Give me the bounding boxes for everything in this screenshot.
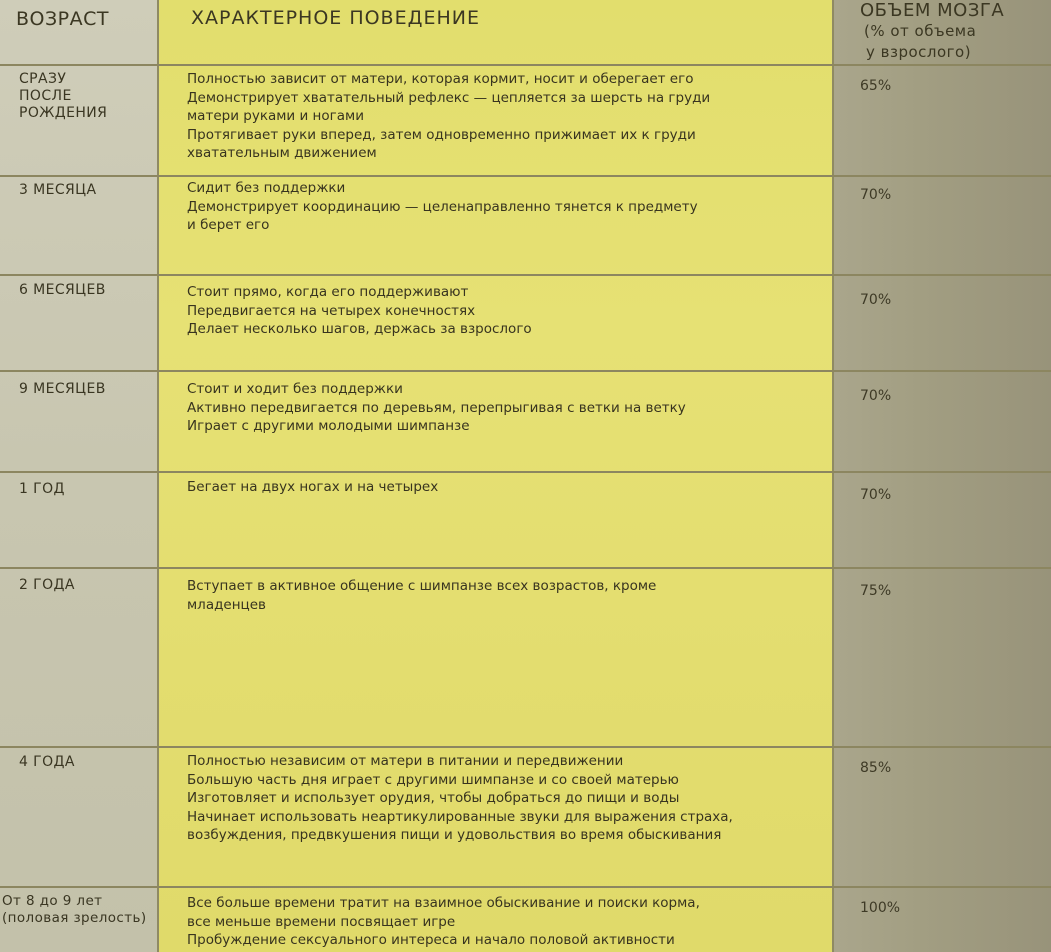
age-column-bg (0, 0, 158, 952)
behavior-line: Демонстрирует хватательный рефлекс — цепляется за шерсть на груди (187, 89, 711, 106)
age-line: 3 МЕСЯЦА (19, 182, 97, 198)
row-age (19, 282, 106, 299)
behavior-line: Играет с другими молодыми шимпанзе (187, 418, 470, 434)
behavior-line: Пробуждение сексуального интереса и начало половой активности (187, 932, 675, 948)
behavior-line: Полностью независим от матери в питании и передвижении (187, 753, 624, 769)
row-divider (0, 567, 1051, 569)
row-divider (0, 370, 1051, 372)
row-age (19, 481, 65, 498)
row-divider (0, 274, 1051, 276)
behavior-line: Стоит и ходит без поддержки (187, 381, 403, 397)
brain-volume-value: 85% (860, 760, 892, 776)
row-behavior (187, 478, 797, 497)
age-line: СРАЗУ (19, 71, 67, 87)
header-brain-subtitle: у взрослого) (866, 43, 972, 61)
behavior-line: Стоит прямо, когда его поддерживают (187, 284, 469, 300)
row-behavior (187, 179, 797, 235)
row-divider (0, 471, 1051, 473)
row-behavior (187, 70, 797, 163)
age-line: ПОСЛЕ (19, 88, 72, 104)
row-divider (0, 64, 1051, 66)
header-behavior: ХАРАКТЕРНОЕ ПОВЕДЕНИЕ (191, 7, 480, 29)
age-line: (половая зрелость) (2, 910, 147, 926)
age-line: РОЖДЕНИЯ (19, 105, 108, 121)
row-age (19, 577, 75, 594)
behavior-line: хватательным движением (187, 145, 377, 161)
behavior-line: и берет его (187, 217, 270, 233)
age-line: 6 МЕСЯЦЕВ (19, 282, 106, 298)
behavior-line: Сидит без поддержки (187, 180, 346, 196)
header-brain-volume (860, 0, 1045, 63)
behavior-line: младенцев (187, 596, 267, 613)
behavior-line: Большую часть дня играет с другими шимпанзе и со своей матерью (187, 771, 679, 788)
row-divider (0, 886, 1051, 888)
header-brain-subtitle: (% от объема (864, 22, 977, 40)
brain-volume-column-bg (833, 0, 1051, 952)
behavior-line: все меньше времени посвящает игре (187, 913, 456, 930)
brain-volume-value: 70% (860, 487, 892, 503)
behavior-line: Изготовляет и использует орудия, чтобы добраться до пищи и воды (187, 790, 680, 806)
brain-volume-value: 75% (860, 583, 892, 599)
behavior-line: матери руками и ногами (187, 108, 364, 124)
behavior-line: Протягивает руки вперед, затем одновременно прижимает их к груди (187, 126, 696, 143)
column-divider (832, 0, 834, 952)
behavior-line: Все больше времени тратит на взаимное обыскивание и поиски корма, (187, 895, 700, 911)
row-divider (0, 175, 1051, 177)
age-line: 4 ГОДА (19, 754, 75, 770)
age-line: 2 ГОДА (19, 577, 75, 593)
behavior-line: Начинает использовать неартикулированные звуки для выражения страха, (187, 808, 733, 825)
behavior-line: Полностью зависит от матери, которая кормит, носит и оберегает его (187, 71, 694, 87)
age-line: 1 ГОД (19, 481, 65, 497)
behavior-line: Активно передвигается по деревьям, перепрыгивая с ветки на ветку (187, 399, 686, 416)
brain-volume-value: 70% (860, 292, 892, 308)
behavior-line: Делает несколько шагов, держась за взрослого (187, 321, 532, 337)
row-behavior (187, 752, 797, 845)
row-age (2, 893, 147, 927)
brain-volume-value: 65% (860, 78, 892, 94)
row-age (19, 754, 75, 771)
behavior-line: возбуждения, предвкушения пищи и удовольствия во время обыскивания (187, 827, 722, 843)
row-behavior (187, 380, 797, 436)
behavior-line: Вступает в активное общение с шимпанзе всех возрастов, кроме (187, 578, 657, 594)
brain-volume-value: 70% (860, 388, 892, 404)
row-behavior (187, 283, 797, 339)
row-age (19, 71, 107, 122)
behavior-line: Бегает на двух ногах и на четырех (187, 479, 439, 495)
row-behavior (187, 894, 797, 950)
column-divider (157, 0, 159, 952)
brain-volume-value: 100% (860, 900, 901, 916)
row-age (19, 381, 106, 398)
header-age: ВОЗРАСТ (16, 8, 109, 30)
age-line: От 8 до 9 лет (2, 893, 103, 909)
header-brain-title: ОБЪЕМ МОЗГА (860, 0, 1005, 21)
row-divider (0, 746, 1051, 748)
brain-volume-value: 70% (860, 187, 892, 203)
behavior-line: Передвигается на четырех конечностях (187, 302, 476, 319)
age-line: 9 МЕСЯЦЕВ (19, 381, 106, 397)
row-behavior (187, 577, 797, 614)
behavior-line: Демонстрирует координацию — целенаправленно тянется к предмету (187, 198, 698, 215)
row-age (19, 182, 96, 199)
